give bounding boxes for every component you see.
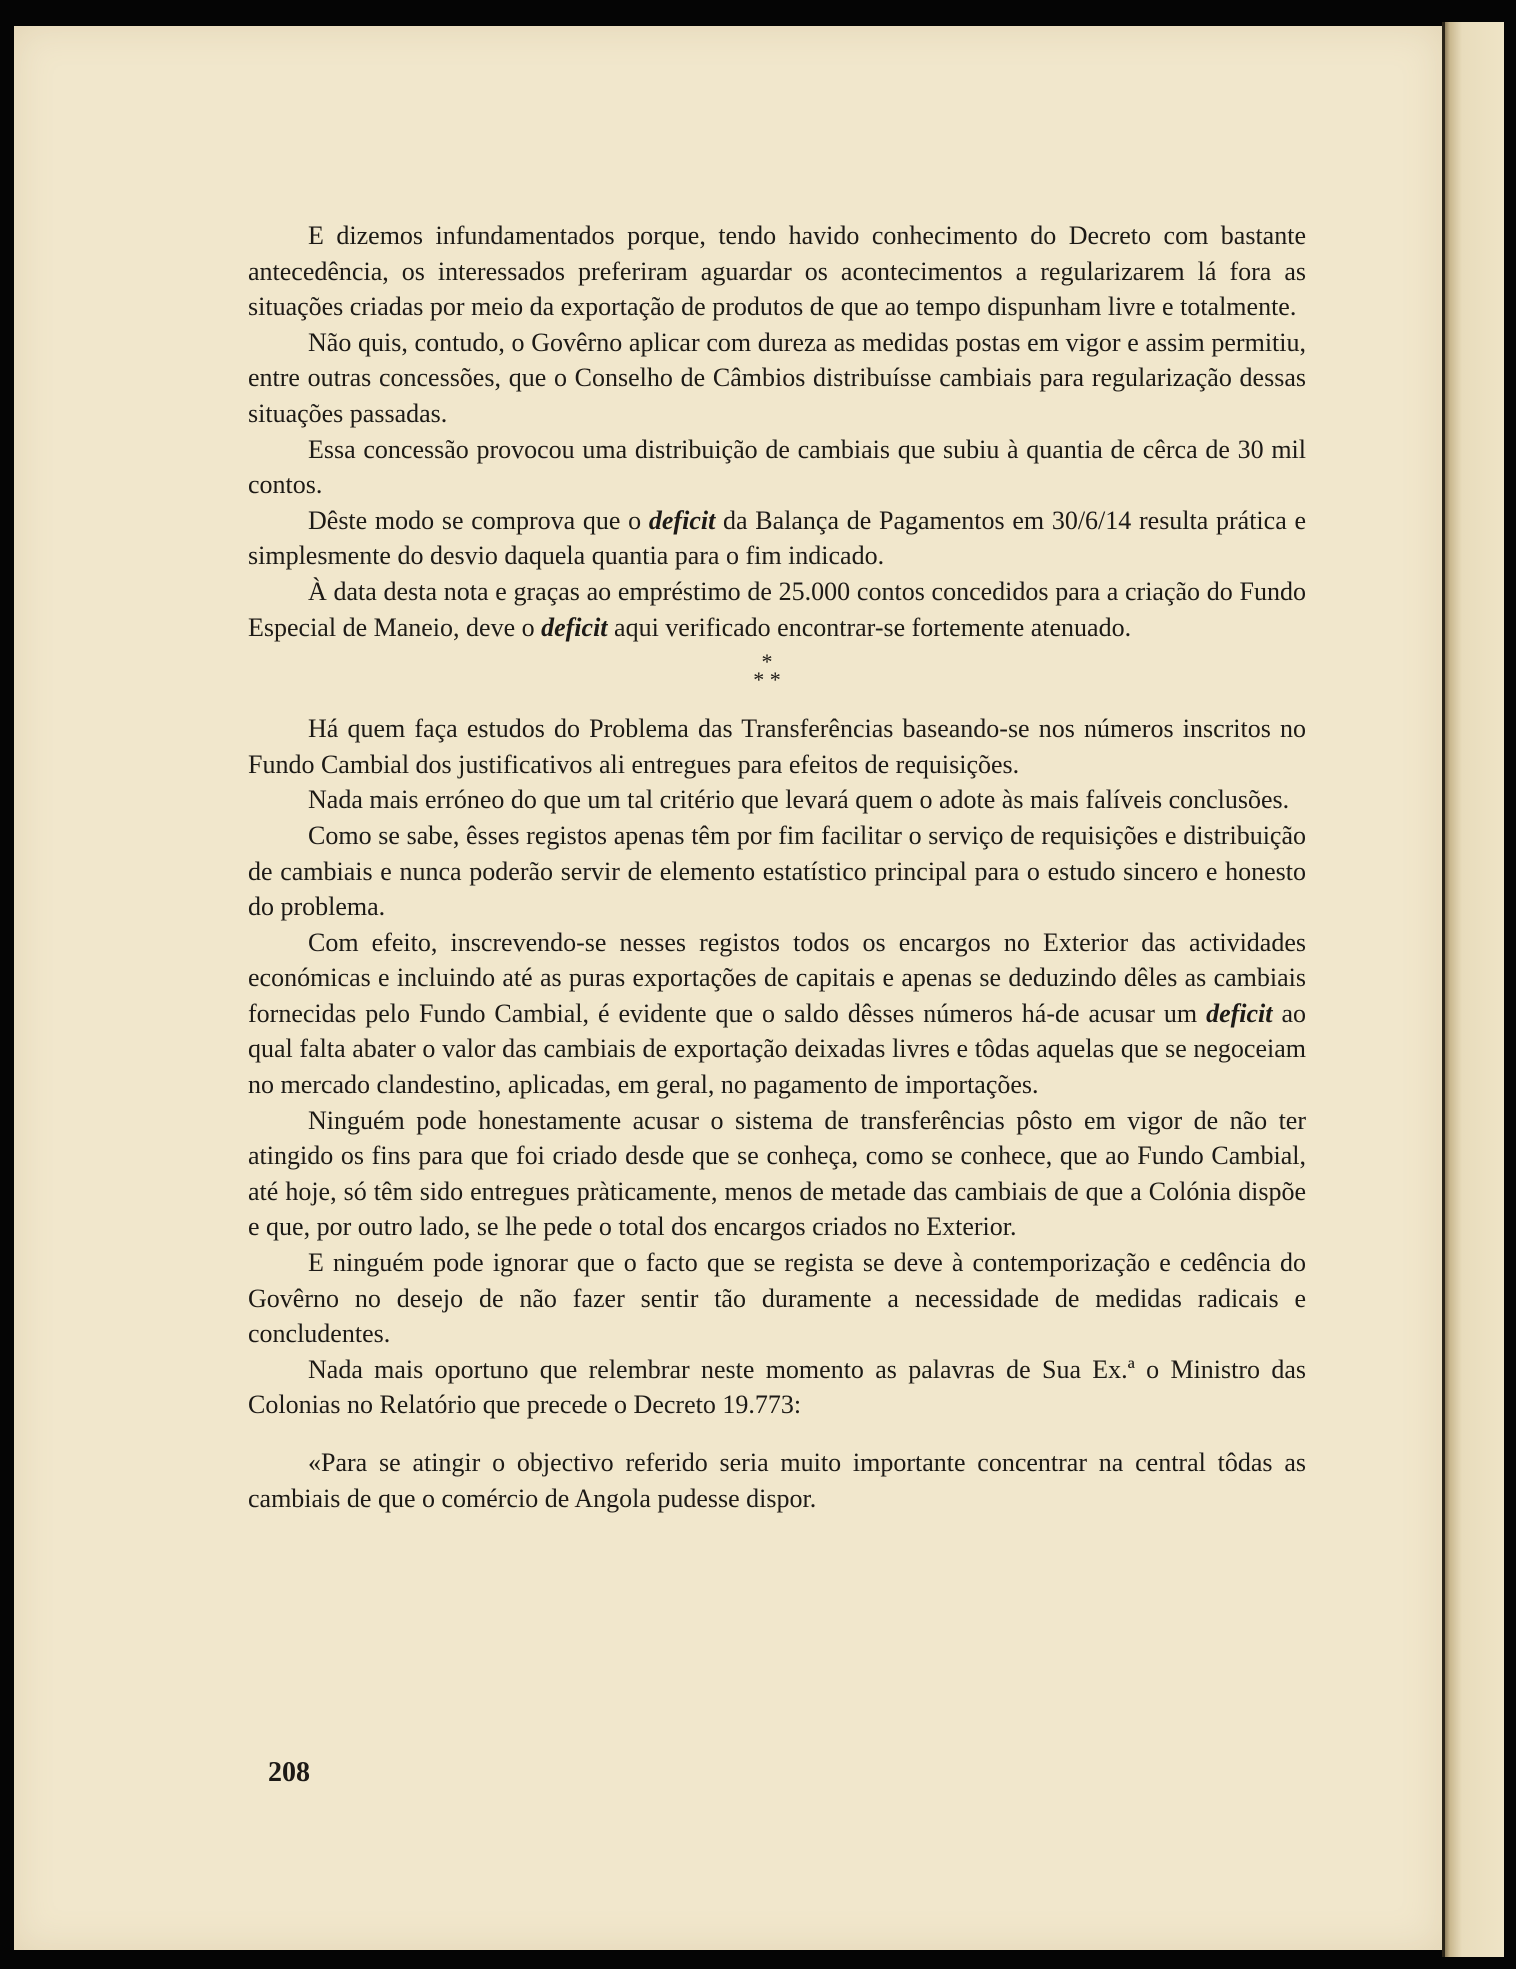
paragraph: Há quem faça estudos do Problema das Transferências baseando-se nos números inscritos no Fundo Cambial dos justificativos ali entregues para efeitos de requisições. — [248, 714, 1306, 779]
text-run: Dêste modo se comprova que o — [308, 505, 649, 535]
italic-term: deficit — [648, 505, 716, 535]
text-run: da Balança de Pagamentos em 30/6/14 resulta prática e simplesmente do desvio daquela quantia para o fim indicado. — [248, 505, 1306, 571]
paragraph: Não quis, contudo, o Govêrno aplicar com dureza as medidas postas em vigor e assim permitiu, entre outras concessões, que o Conselho de Câmbios distribuísse cambiais para regularização dessas situações passadas. — [248, 327, 1306, 428]
paragraph: Como se sabe, êsses registos apenas têm por fim facilitar o serviço de requisições e distribuição de cambiais e nunca poderão servir de elemento estatístico principal para o estudo sincero e honesto do problema. — [248, 820, 1306, 922]
quotation: «Para se atingir o objectivo referido seria muito importante concentrar na central tôdas as cambiais de que o comércio de Angola pudesse dispor. — [248, 1448, 1306, 1513]
section-separator — [248, 649, 1306, 693]
adjacent-page-edge — [1442, 22, 1504, 1957]
paragraph — [248, 925, 1306, 1103]
page-gutter — [1442, 22, 1445, 1957]
text-run: À data desta nota e graças ao empréstimo de 25.000 contos concedidos para a criação do Fundo Especial de Maneio, deve o — [248, 576, 1306, 642]
paragraph — [248, 503, 1306, 574]
paragraph: E dizemos infundamentados porque, tendo havido conhecimento do Decreto com bastante antecedência, os interessados preferiram aguardar os acontecimentos a regularizarem lá fora as situações criadas por meio da exportação de produtos de que ao tempo dispunham livre e totalmente. — [248, 221, 1306, 322]
italic-term: deficit — [541, 612, 608, 642]
text-run: Com efeito, inscrevendo-se nesses registos todos os encargos no Exterior das actividades económicas e incluindo até as puras exportações de capitais e apenas se deduzindo dêles as cambiais fornecidas pelo Fundo Cambial, é evidente que o saldo dêsses números há-de acusar um — [248, 927, 1306, 1028]
body-text — [248, 218, 1306, 1516]
page-number: 208 — [268, 1757, 310, 1788]
paragraph — [248, 574, 1306, 645]
paragraph: Nada mais oportuno que relembrar neste momento as palavras de Sua Ex.ª o Ministro das Colonias no Relatório que precede o Decreto 19.773: — [248, 1354, 1306, 1420]
paragraph: Ninguém pode honestamente acusar o sistema de transferências pôsto em vigor de não ter atingido os fins para que foi criado desde que se conheça, como se conhece, que ao Fundo Cambial, até hoje, só têm sido entregues pràticamente, menos de metade das cambiais de que a Colónia dispõe e que, por outro lado, se lhe pede o total dos encargos criados no Exterior. — [248, 1105, 1306, 1242]
italic-term: deficit — [1206, 998, 1273, 1028]
paragraph: Nada mais erróneo do que um tal critério que levará quem o adote às mais falíveis conclusões. — [308, 785, 1290, 815]
separator-top-star: * — [761, 649, 773, 675]
paragraph: E ninguém pode ignorar que o facto que se regista se deve à contemporização e cedência do Govêrno no desejo de não fazer sentir tão duramente a necessidade de medidas radicais e concludentes. — [248, 1248, 1306, 1349]
text-run: aqui verificado encontrar-se fortemente atenuado. — [607, 612, 1132, 642]
text-run: ao qual falta abater o valor das cambiais de exportação deixadas livres e tôdas aquelas que se negoceiam no mercado clandestino, aplicadas, em geral, no pagamento de importações. — [248, 998, 1306, 1100]
paragraph: Essa concessão provocou uma distribuição de cambiais que subiu à quantia de cêrca de 30 mil contos. — [248, 434, 1306, 500]
separator-bottom-stars: * * — [753, 667, 781, 693]
